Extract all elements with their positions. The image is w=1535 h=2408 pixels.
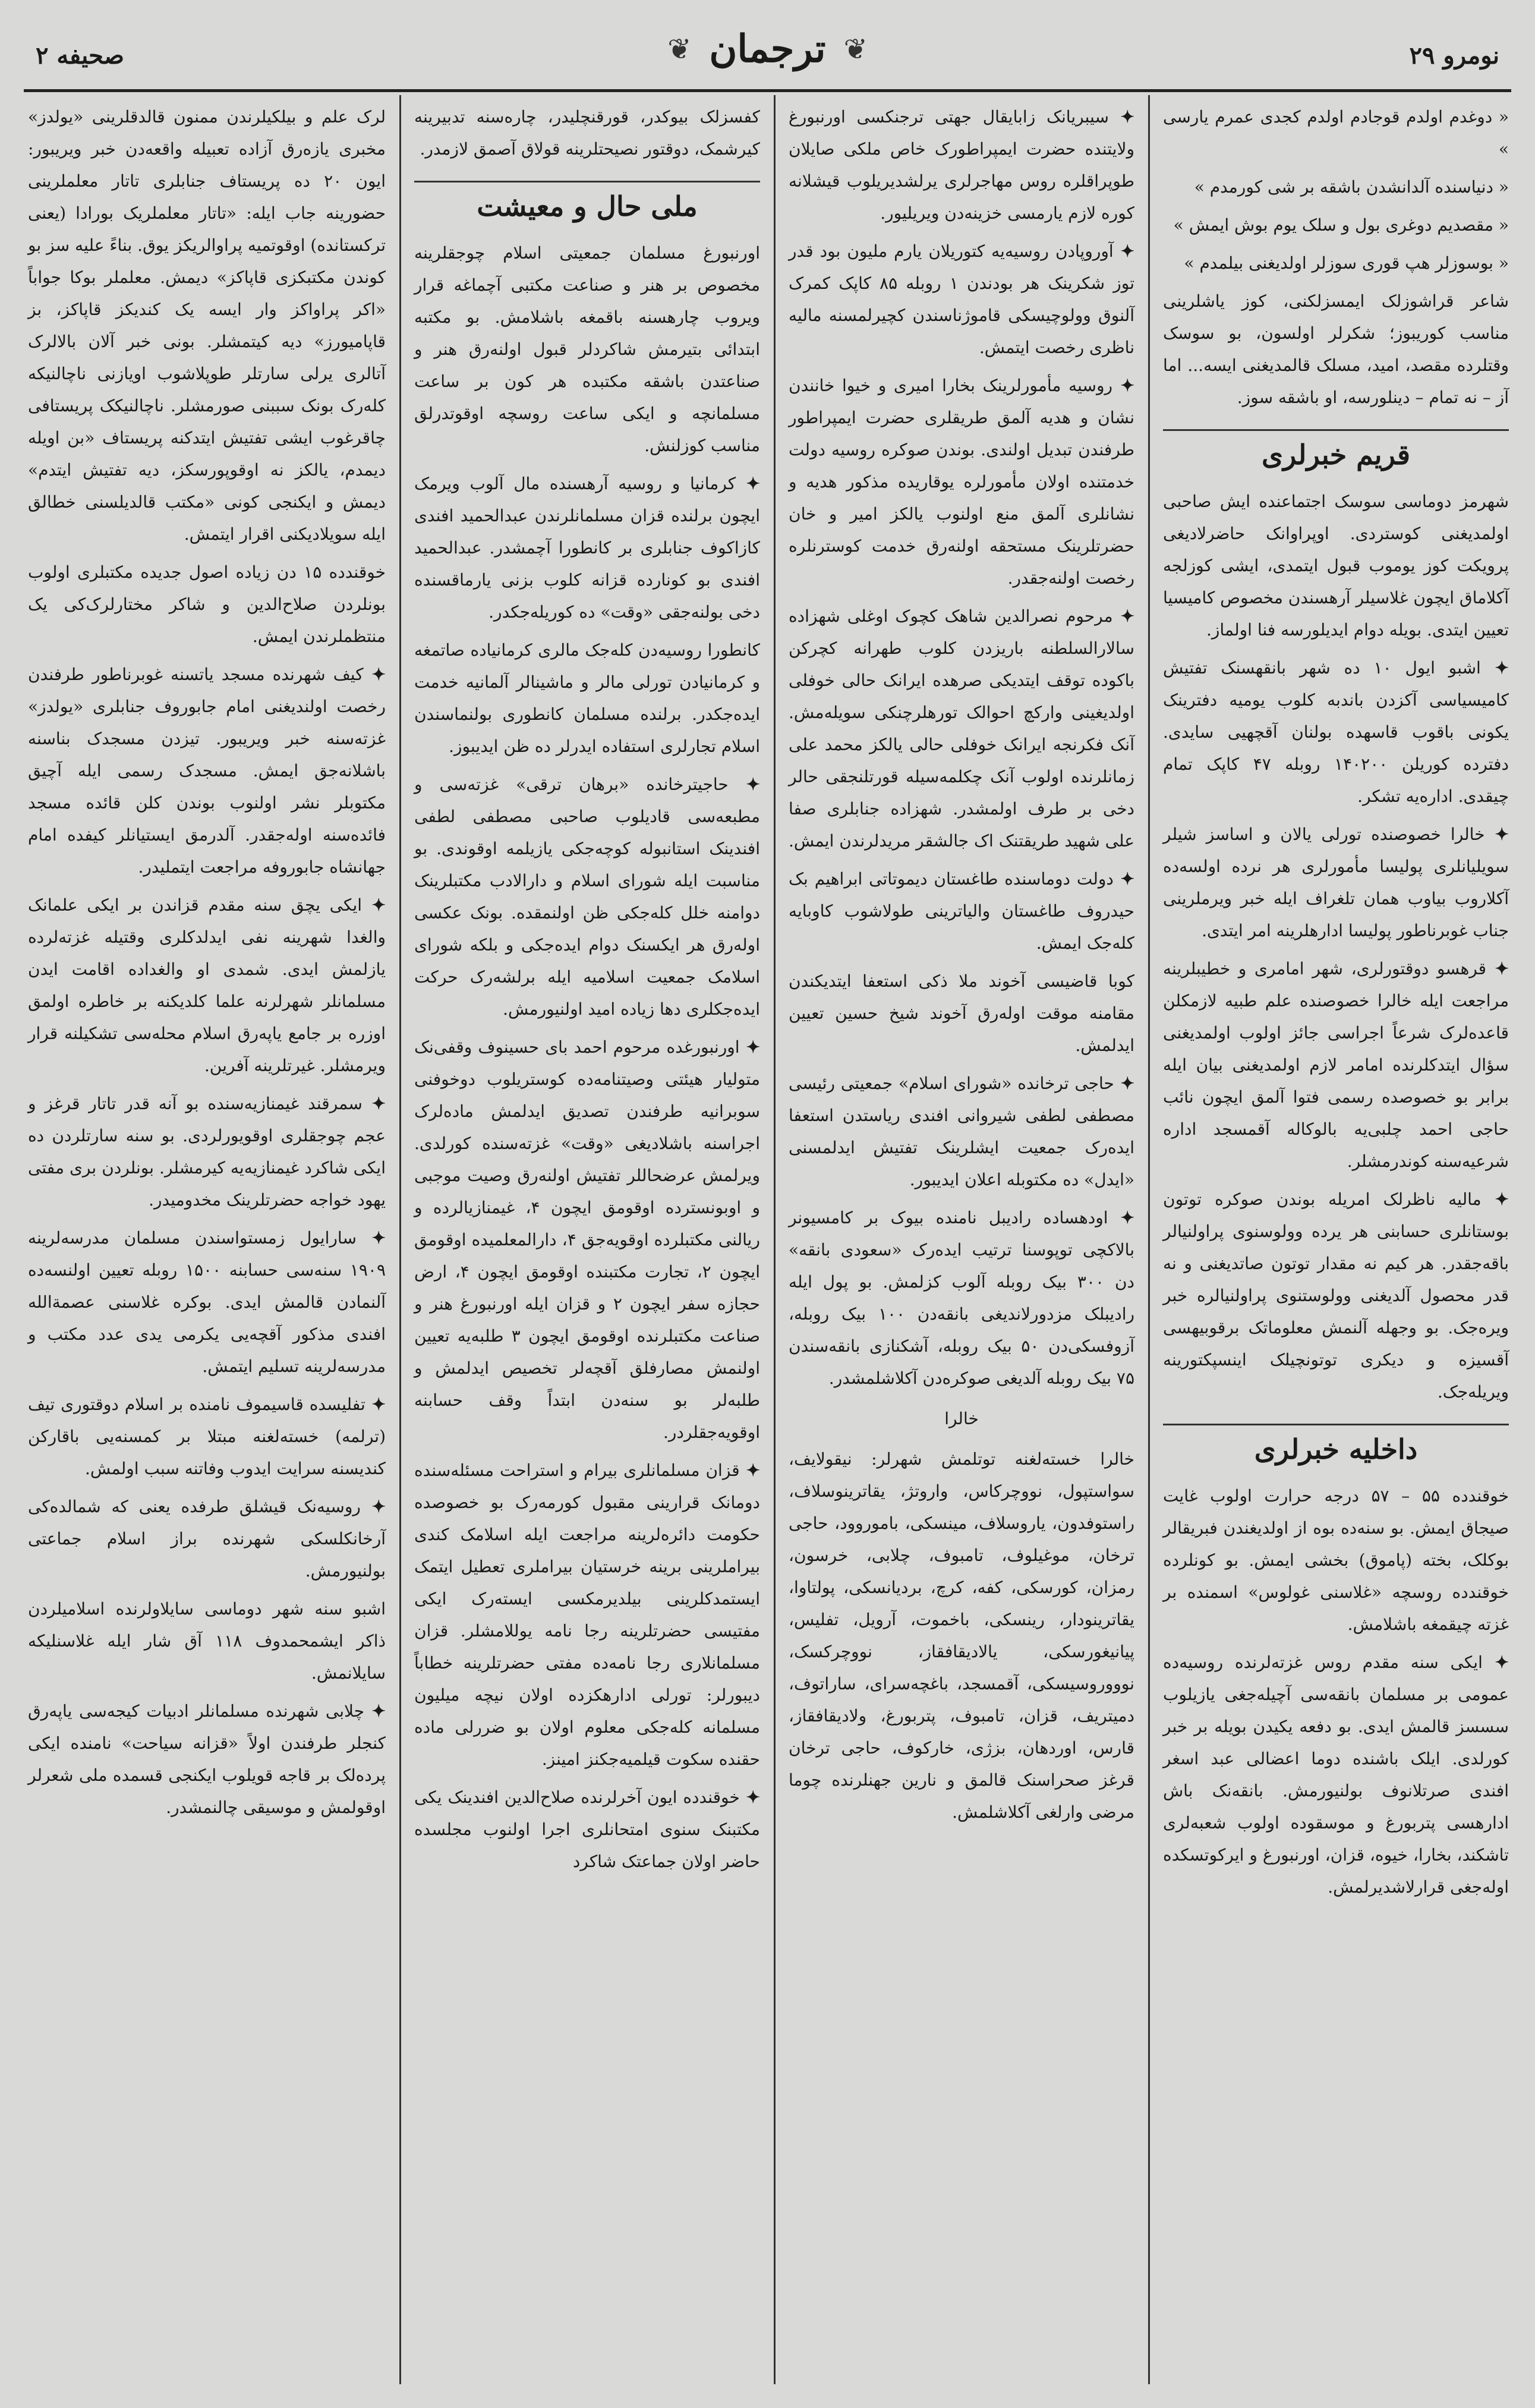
news-item: ✦ کرمانیا و روسیه آرهسنده مال آلوب ویرمک ایچون برلنده قزان مسلمانلرندن عبدالحمید افندی کازاکوف جنابلری بر کانطورا آچمشدر. عبدالحمید افندی بو کونارده قزانه کلوب بزنی یارماقسنده دخی بولنه‌جقی «وقت» ده کوریله‌جکدر. — [414, 468, 760, 628]
news-item: ✦ آوروپادن روسیه‌یه کتوریلان یارم ملیون بود قدر توز شکرینک هر بودندن ۱ روبله ۸۵ کاپک کمرک آلنوق وولوچیسکی قاموژناسندن کچیرلمسنه مالیه ناظری رخصت ایتمش. — [789, 235, 1134, 364]
masthead — [24, 24, 1511, 92]
news-item: خوقندده ۵۵ – ۵۷ درجه حرارت اولوب غایت صیجاق ایمش. بو سنه‌ده بوه از اولدیغندن فبریقالر بوکلک، بخته (پاموق) بخشی ایمش. بو کونلرده خوقندده روسچه «غلاسنی غولوس» اسمنده بر غزته چیقمغه باشلامش. — [1163, 1486, 1509, 1634]
poem-line: « بوسوزلر هپ قوری سوزلر اولدیغنی بیلمدم » — [1184, 253, 1509, 273]
news-item: ✦ خوقندده ایون آخرلرنده صلاح‌الدین افندینک یکی مکتبنک سنوی امتحانلری اجرا اولنوب مجلسده حاضر اولان جماعتک شاکرد — [414, 1781, 760, 1878]
news-item: ✦ مرحوم نصرالدین شاهک کچوک اوغلی شهزاده سالارالسلطنه باریزدن کلوب طهرانه کچرکن باکوده توقف ایتدیکی صرهده ایرانک حالی خوفلی اولدیغینی وارکچ احوالک تورهلرچنکی سویله‌مش. آنک فکرنجه ایرانک خوفلی حالی یالکز محمد علی زمانلرنده اولوب آنک چکلمه‌سیله قورتلنجقی حالر دخی بر طرف اولمشدر. شهزاده جنابلری صفا علی شهید طریقتنک اک جالشقر مریدلرندن ایمش. — [789, 600, 1134, 857]
news-item: ✦ تفلیسده قاسیموف نامنده بر اسلام دوقتوری تیف (ترلمه) خسته‌لغنه مبتلا بر کمسنه‌یی باقارکن کندیسنه سرایت ایدوب وفاتنه سبب اولمش. — [28, 1389, 386, 1485]
column-divider — [774, 95, 776, 2384]
column-3 — [406, 95, 768, 2384]
news-item: ✦ حاجیترخانده «برهان ترقی» غزته‌سی و مطبعه‌سی قادیلوب صاحبی مصطفی لطفی افندینک استانبوله کوچه‌جکی یازیلمه اوقوندی. بو مناسبت ایله شورای اسلام و دارالادب مکتبلرینک دوامنه خلل کله‌جکی ظن اولنمقده. بونک عکسی اوله‌رق هر ایکسنک دوام ایده‌جکی و بلکه شورای اسلامک جمعیت اسلامیه ایله برلشه‌رک حرکت ایده‌جکلری دها زیاده امید اولنیورمش. — [414, 769, 760, 1025]
news-item: ✦ ایکی سنه مقدم روس غزته‌لرنده روسیه‌ده عمومی بر مسلمان بانقه‌سی آچیله‌جغی یازیلوب سسسز قالمش ایدی. بو دفعه یکیدن بویله بر خبر کورلدی. ایلک باشنده دوما اعضالی عبد اسغر افندی صرتلانوف بولنیورمش. بانقه‌نک باش ادارهسی پتربورغ و موسقوده اولوب شعبه‌لری تاشکند، بخارا، خیوه، قزان، اورنبورغ و ایرکوتسکده اوله‌جغی قرارلاشدیرلمش. — [1163, 1647, 1509, 1903]
news-item: لرک علم و بیلکیلرندن ممنون قالدقلرینی «یولدز» مخبری یازه‌رق آزاده تعبیله واقعه‌دن خبر ویریبور: ایون ۲۰ ده پریستاف جنابلری تاتار معلملرینی حضورینه جاب ایله: «تاتار معلملریک بورادا (یعنی ترکستانده) اوقوتمیه پراوالریکز یوق. بناءً علیه سز بو کوندن مکتبکزی قاپاکز» دیمش. معلملر بوکا جواباً «اکر پراواکز وار ایسه یک کندیکز قاپاکز، بز قاپامیورز» دیه کیتمشلر. بونی خبر آلان بالالرک آتالری یرلی سارتلر طوپلاشوب اویازنی ناچالنیکه کله‌رک بونک سببنی صورمشلر. ناچالنیکک پریستافی چاقرغوب ایشی تفتیش ایتدکنه پریستاف «بن اویله دیمدم، یالکز نه اوقوپورسکز، دیه تفتیش ایتدم» دیمش و ایکنجی کونی «مکتب قالدیلسنی خطالق ایله سویلادیکنی اقرار ایتمش. — [28, 107, 386, 544]
news-item: اورنبورغ مسلمان جمعیتی اسلام چوجقلرینه مخصوص بر هنر و صناعت مکتبی آچماغه قرار ویروب چارهسنه باقمغه باشلامش. بو مکتبه ابتدائی بتیرمش شاکردلر قبول اولنه‌رق هنر و صناعتدن باشقه مکتبده هر کون بر ساعت مسلمانچه و ایکی ساعت روسچه اوقوتدرلق مناسب کوزلنش. — [414, 243, 760, 455]
page-number: صحیفه ۲ — [36, 42, 124, 70]
section-heading-national: ملی حال و معیشت — [414, 181, 760, 224]
news-item: خوقندده ۱۵ دن زیاده اصول جدیده مکتبلری اولوب بونلردن صلاح‌الدین و شاکر مختارلرک‌کی یک منتظملرندن ایمش. — [28, 562, 386, 646]
ornament-icon: ❦ — [667, 32, 692, 66]
news-item: ✦ خالرا خصوصنده تورلی یالان و اساسز شیلر سویلیانلری پولیسا مأمورلری هر نرده اولسه‌ده آکلاروب بیاوب همان تلغراف ایله خبر ویرملرینی جناب غوبرناطور پولیسا ادارهلرینه امر ایتدی. — [1163, 819, 1509, 947]
news-item: ✦ اورنبورغده مرحوم احمد بای حسینوف وقفی‌نک متولیار هیئتی وصیتنامه‌ده کوستریلوب دوخوفنی سوبرانیه طرفندن تصدیق ایدلمش ماده‌لرک اجراسنه باشلادیغی «وقت» غزته‌سنده کورلدی. ویرلمش عرضحاللر تفتیش اولنه‌رق وصیت موجبی و اوبونسترده اوقومق ایچون ۴، غیمنازیالرده و ریالنی مکتبلرده اوقویه‌جق ۴، دارالمعلمیده اوقومق ایچون ۲، تجارت مکتبنده اوقومق ایچون ۴، ارض حجازه سفر ایچون ۲ و قزان ایله اورنبورغ هنر و صناعت مکتبلرنده اوقومق ایچون ۳ طلبه‌یه تعیین اولنمش مصارفلق آقچه‌لر تخصیص ایدلمش و طلبه‌لر بو سنه‌دن ابتداً وقف حسابنه اوقویه‌جقلردر. — [414, 1031, 760, 1449]
news-item: ✦ کیف شهرنده مسجد یاتسنه غوبرناطور طرفندن رخصت اولندیغنی امام جابوروف جنابلری «یولدز» غزته‌سنه خبر ویریبور. تیزدن مسجدک بناسنه باشلانه‌جق ایمش. مسجدک رسمی ایله آچیق مکتوبلر نشر اولنوب بوندن کلن قائده مسجد فائده‌سنه اوله‌جقدر. آلدرمق ایستیانلر کیفده امام جهانشاه جابوروفه مراجعت ایتملیدر. — [28, 659, 386, 883]
news-item: ✦ سمرقند غیمنازیه‌سنده بو آنه قدر تاتار قرغز و عجم چوجقلری اوقویورلردی. بو سنه سارتلردن ده ایکی شاکرد غیمنازیه‌یه کیرمشلر. بونلردن بری مفتی یهود خواجه حضرتلرینک مخدومیدر. — [28, 1088, 386, 1216]
column-2 — [780, 95, 1143, 2384]
columns — [18, 95, 1517, 2384]
news-item: ✦ سیبریانک زابایقال جهتی ترجنکسی اورنبورغ ولایتنده حضرت ایمپراطورک خاص ملکی صایلان طوپراقلره روس مهاجرلری یرلشدیریلوب قیشلانه کوره لازم یارمسی خزینه‌دن ویریلیور. — [789, 101, 1134, 229]
news-item: ✦ قرهسو دوقتورلری، شهر امامری و خطیبلرینه مراجعت ایله خالرا خصوصنده علم طبیه لازمکلن قاعده‌لرک شرعاً اجراسی جائز اولوب اولمدیغنی سؤال ایتدکلرنده امامر لازم اولمدیغنی بیان ایله برابر بو خصوصده رسمی فتوا آلمق ایچون نائب حاجی احمد چلبی‌یه بالوکاله آقمسجد اداره شرعیه‌سنه کوندرمشلر. — [1163, 953, 1509, 1178]
news-item: شهرمز دوماسی سوسک اجتماعنده ایش صاحبی اولمدیغنی کوستردی. اوپراوانک حاضرلادیغی پرویکت کوز یوموب قبول ایتمدی، ایشی کوزلجه آکلاماق ایچون غلاسیلر آرهسندن مخصوص کامیسیا تعیین ایتدی. بویله دوام ایدیلورسه فنا اولماز. — [1163, 492, 1509, 640]
news-item: ✦ ایکی یچق سنه مقدم قزاندن بر ایکی علمانک والغدا شهرینه نفی ایدلدکلری وقتیله غزته‌لرده یازلمش ایدی. شمدی او والغداده اقامت ایدن مسلمانلر شهرلرنه علما کلدیکنه بر خاطره اولمق اوزره بر جامع یاپه‌رق اسلام محله‌سی تشکیلنه قرار ویرمشلر. غیرتلرینه آفرین. — [28, 889, 386, 1082]
column-divider — [399, 95, 401, 2384]
section-heading-crimea: قریم خبرلری — [1163, 429, 1509, 473]
news-item: ✦ قزان مسلمانلری بیرام و استراحت مسئله‌سنده دومانک قرارینی مقبول کورمه‌رک بو خصوصده حکومت دائره‌لرینه مراجعت ایله اسلامک کندی بیراملرینی برینه خرستیان بیراملری تعطیل ایتمک ایستمدکلرینی بیلدیرمکسی ایسته‌رک ایکی مفتیسی حضرتلرینه رجا نامه یوللامشلر. قزان مسلمانلاری رجا نامه‌ده مفتی حضرتلرینه خطاباً دیبورلر: تورلی ادارهکزده اولان نیچه میلیون مسلمانه کله‌جکی معلوم اولان بو ضررلی ماده حقنده سکوت قیلمیه‌جکنز امینز. — [414, 1455, 760, 1776]
issue-number: نومرو ۲۹ — [1409, 42, 1499, 70]
news-item: کوبا قاضیسی آخوند ملا ذکی استعفا ایتدیکندن مقامنه موقت اوله‌رق آخوند شیخ حسین تعیین ایدلمش. — [789, 971, 1134, 1055]
news-item: ✦ اشبو ایول ۱۰ ده شهر بانقهسنک تفتیش کامیسیاسی آکزدن باندبه کلوب یومیه دفترینک یکونی باقوب قاسهده بولنان آقچهیی سایدی. دفترده کوریلن ۱۴۰۲۰۰ روبله ۴۷ کاپک تمام چیقدی. اداره‌یه تشکر. — [1163, 652, 1509, 813]
poem-line: « دنیاسنده آلدانشدن باشقه بر شی کورمدم » — [1194, 177, 1509, 197]
news-item: ✦ حاجی ترخانده «شورای اسلام» جمعیتی رئیسی مصطفی لطفی شیروانی افندی ریاستدن استعفا ایده‌رک جمعیت ایشلرینک تفتیش ایدلمسنی «ایدل» ده مکتوبله اعلان ایدیبور. — [789, 1068, 1134, 1196]
news-item: ✦ روسیه‌نک قیشلق طرفده یعنی که شمالده‌کی آرخانکلسکی شهرنده براز اسلام جماعتی بولنیورمش. — [28, 1491, 386, 1587]
column-1 — [1155, 95, 1517, 2384]
poem-line: « مقصدیم دوغری بول و سلک یوم بوش ایمش » — [1173, 215, 1509, 235]
column-4 — [20, 95, 394, 2384]
news-item: ✦ چلابی شهرنده مسلمانلر ادبیات کیجه‌سی یاپه‌رق کنجلر طرفندن اولاً «قزانه سیاحت» نامنده ایکی پرده‌لک بر قاجه قویلوب ایکنجی قسمده ملی شعرلر اوقولمش و موسیقی چالنمشدر. — [28, 1695, 386, 1824]
poem-note: شاعر قراشوزلک ایمسزلکنی، کوز یاشلرینی مناسب کوریبوز؛ شکرلر اولسون، بو سوسک وقتلرده مقصد، امید، مسلک قالمدیغنی ایسه... اما آز – نه تمام – دینلورسه، او باشقه سوز. — [1163, 291, 1509, 407]
news-item: کانطورا روسیه‌دن کله‌جک مالری کرمانیاده صاتمغه و کرمانیادن تورلی مالر و ماشینالر آلمانیه خدمت ایده‌جکدر. برلنده مسلمان کانطوری بولنماسندن اسلام تجارلری استفاده ایدرلر ده ظن ایدیبوز. — [414, 640, 760, 756]
news-item: ✦ اودهساده رادیبل نامنده بیوک بر کامسیونر بالاکچی توپوسنا ترتیب ایده‌رک «سعودی بانقه» دن ۳۰۰ بیک روبله آلوب کزلمش. بو پول ایله رادیبلک مزدورلاندیغی بانقه‌دن ۱۰۰ بیک روبله، آزوفسکی‌دن ۵۰ بیک روبله، آشکنازی بانقه‌سندن ۷۵ بیک روبله آلدیغی صوکره‌دن آکلاشلمشدر. — [789, 1202, 1134, 1395]
ornament-icon: ❦ — [843, 32, 868, 66]
news-item: ✦ دولت دوماسنده طاغستان دیموتاتی ابراهیم بک حیدروف طاغستان والیاترینی طولاشوب کاوبایه کله‌جک ایمش. — [789, 863, 1134, 959]
section-title-cholera: خالرا — [944, 1409, 979, 1428]
cholera-cities: خالرا خسته‌لغنه توتلمش شهرلر: نیقولایف، سواستپول، نووچرکاس، واروتژ، یقاترینوسلاف، راستوفدون، یاروسلاف، مینسکی، باموروود، حاجی ترخان، موغیلوف، تامبوف، چلابی، خرسون، رمزان، کورسکی، کفه، کرچ، بردیانسکی، پولتاوا، یقاترینودار، رینسکی، باخموت، آرویل، تفلیس، پیانیغورسکی، یالادیقافقاز، نووچرکسک، نوووروسیسکی، آقمسجد، باغچه‌سرای، ساراتوف، دمیتریف، قزان، تامبوف، پتربورغ، ولادیقافقاز، قارس، اوردهان، بزژی، خارکوف، حاجی ترخان قرغز صحراسنک قالمق و نارین جهنلرنده چوما مرضی وارلغی آکلاشلمش. — [789, 1449, 1134, 1822]
news-item: ✦ روسیه مأمورلرینک بخارا امیری و خیوا خانندن نشان و هدیه آلمق طریقلری حضرت ایمپراطور طرفندن تبدیل اولندی. بوندن صوکره روسیه دولت خدمتنده اولان مأمورلره یوقاریده مذکور هدیه و نشانلری آلمق منع اولنوب یالکز امیر و خان حضرتلرینک مستحقه اولنه‌رق خدمت کوسترنلره رخصت اولنه‌جقدر. — [789, 370, 1134, 594]
masthead-title-group — [667, 27, 868, 71]
continued-text: کفسزلک بیوکدر، قورقنچلیدر، چاره‌سنه تدبیرینه کیرشمک، دوقتور نصیحتلرینه قولاق آصمق لازمدر. — [414, 107, 760, 159]
column-divider — [1148, 95, 1150, 2384]
section-heading-internal: داخلیه خبرلری — [1163, 1424, 1509, 1467]
news-item: اشبو سنه شهر دوماسی سایلاولرنده اسلامیلردن ذاکر ایشمحمدوف ۱۱۸ آق شار ایله غلاسنلیکه سایلانمش. — [28, 1599, 386, 1683]
newspaper-title: ترجمان — [709, 27, 826, 71]
news-item: ✦ سارایول زمستواسندن مسلمان مدرسه‌لرینه ۱۹۰۹ سنه‌سی حسابنه ۱۵۰۰ روبله تعیین اولنسه‌ده آلنمادن قالمش ایدی. بوکره غلاسنی عصمةالله افندی مذکور آقچه‌یی یکرمی یدی عدد مکتب و مدرسه‌لرینه تسلیم ایتمش. — [28, 1222, 386, 1383]
poem-line: « دوغدم اولدم قوجادم اولدم کجدی عمرم یارسی » — [1163, 107, 1509, 159]
news-item: ✦ مالیه ناظرلک امریله بوندن صوکره توتون بوستانلری حسابنی هر یرده وولوسنوی پراولنیالر باقه‌جقدر. هر کیم نه مقدار توتون صاتدیغنی و نه قدر محصول آلدیغنی وولوستنوی پراولنیالره خبر ویره‌جک. بو وجهله آلنمش معلوماتک برقوبیهسی آقسیزه و دیکری توتونچیلک اینسپکتورینه ویریله‌جک. — [1163, 1183, 1509, 1408]
